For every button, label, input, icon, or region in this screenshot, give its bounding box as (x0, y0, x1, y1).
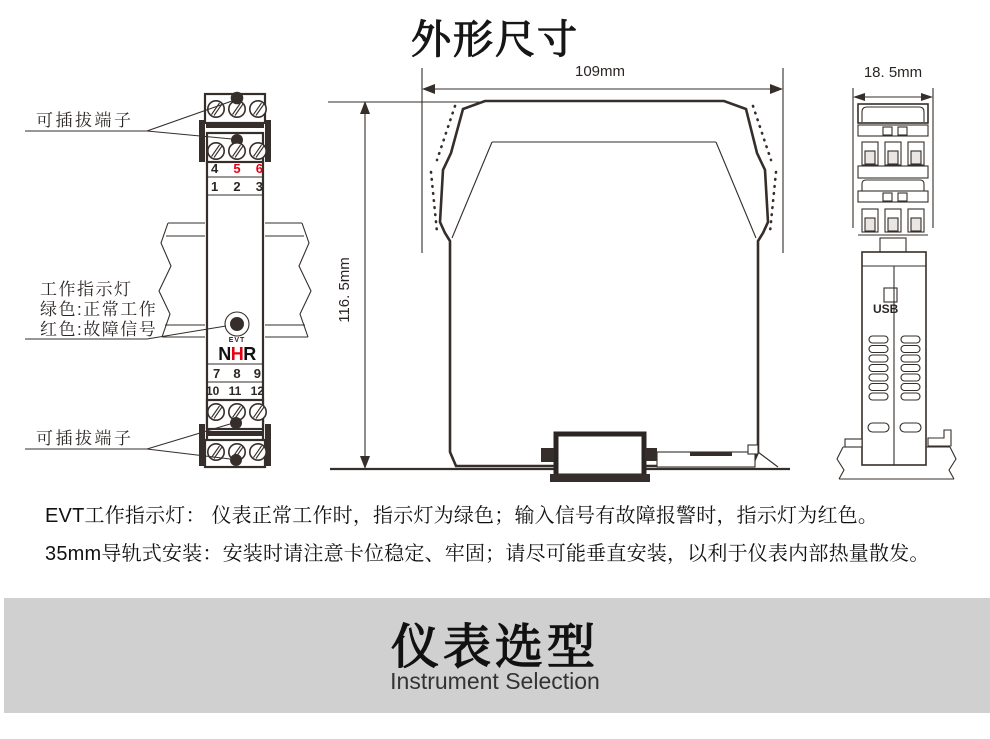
depth-dimension-label: 18. 5mm (863, 64, 923, 81)
callout-pluggable-terminals-top: 可插拔端子 (36, 111, 134, 130)
rail-clip-foot (550, 474, 650, 482)
indicator-led (230, 317, 244, 331)
side-view-drawing (328, 68, 790, 482)
terminal-number: 3 (255, 179, 263, 194)
arrowhead (921, 93, 933, 101)
latch-edge (758, 452, 778, 467)
indicator-legend-line3: 红色:故障信号 (40, 320, 158, 339)
terminal-number: 9 (253, 366, 261, 381)
din-rail-left (159, 223, 205, 337)
clip-hook (928, 430, 951, 446)
terminal-number: 11 (228, 384, 242, 398)
screw-terminal (250, 404, 266, 420)
arrowhead (422, 84, 435, 94)
screw-terminal (229, 143, 245, 159)
indicator-legend (40, 280, 157, 340)
note-evt-indicator: EVT工作指示灯： 仪表正常工作时，指示灯为绿色；输入信号有故障报警时，指示灯为红色。 (45, 505, 879, 527)
logo-letter-r: R (243, 344, 256, 364)
terminal-number: 12 (250, 384, 264, 398)
plug-seam (206, 431, 264, 436)
housing-outline (440, 101, 768, 466)
terminal-slot-row (862, 209, 924, 232)
terminal-row-789 (213, 366, 261, 381)
terminal-number: 1 (211, 179, 219, 194)
clip-tab (845, 439, 862, 447)
terminal-number: 6 (255, 161, 263, 176)
divider-band (858, 191, 928, 202)
arrowhead (770, 84, 783, 94)
logo-letter-n: N (218, 344, 231, 364)
mid-band (858, 166, 928, 178)
width-dimension-label: 109mm (574, 63, 626, 80)
terminal-number: 4 (211, 161, 219, 176)
divider-band (858, 125, 928, 136)
screw-terminal (250, 444, 266, 460)
callout-dot (230, 417, 242, 429)
side-rail (199, 120, 205, 162)
dotted-edge (431, 172, 437, 232)
terminal-number: 5 (233, 161, 241, 176)
arrowhead (853, 93, 865, 101)
clip-tab (645, 448, 657, 461)
page-title: 外形尺寸 (411, 18, 579, 62)
terminal-number: 7 (213, 366, 221, 381)
callout-dot (231, 92, 244, 105)
screw-terminal (208, 404, 224, 420)
terminal-row-123 (211, 179, 263, 194)
evt-led-label: EVT (228, 337, 246, 344)
note-rail-mounting: 35mm导轨式安装：安装时请注意卡位稳定、牢固；请尽可能垂直安装，以利于仪表内部热量散发。 (45, 543, 930, 565)
terminal-number: 8 (233, 366, 241, 381)
screw-terminal (208, 143, 224, 159)
center-tab (880, 238, 906, 252)
banner-title: 仪表选型 (390, 621, 599, 674)
height-dimension-label: 116. 5mm (336, 257, 353, 323)
terminal-slot-row (862, 142, 924, 165)
indicator-legend-line1: 工作指示灯 (40, 280, 133, 299)
screw-terminal (250, 143, 266, 159)
nhr-logo (215, 344, 259, 365)
side-rail (265, 120, 271, 162)
arrowhead (360, 456, 370, 469)
banner-subtitle: Instrument Selection (390, 668, 600, 694)
latch-grip (690, 452, 732, 456)
terminal-number: 2 (233, 179, 241, 194)
profile-view-drawing (837, 88, 956, 479)
screw-terminal (250, 101, 266, 117)
terminal-number: 10 (206, 384, 220, 398)
callout-dot (230, 454, 242, 466)
terminal-row-101112 (206, 384, 264, 398)
dotted-edge (770, 172, 776, 232)
terminal-row-456 (211, 161, 263, 176)
latch-end (748, 445, 758, 454)
arrowhead (360, 101, 370, 114)
usb-label: USB (873, 302, 899, 316)
cap-contour (862, 180, 924, 191)
plug-seam (206, 123, 264, 128)
callout-pluggable-terminals-bottom: 可插拔端子 (36, 429, 134, 448)
clip-tab (541, 448, 554, 462)
indicator-legend-line2: 绿色:正常工作 (40, 300, 158, 319)
logo-letter-h: H (230, 344, 244, 364)
rail-clip-block (556, 434, 644, 476)
din-rail-right (265, 223, 311, 337)
